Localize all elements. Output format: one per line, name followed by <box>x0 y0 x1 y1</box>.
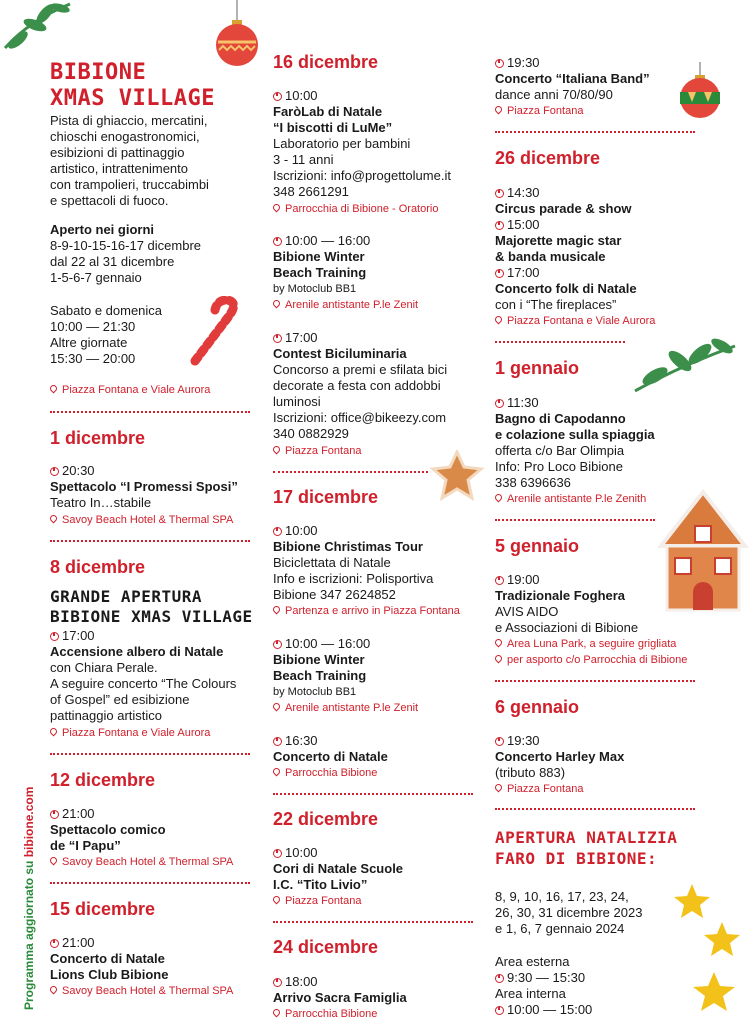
location-pin-text: Parrocchia di Bibione - Oratorio <box>273 202 438 216</box>
update-note-text: Programma aggiornato su <box>22 857 36 1010</box>
date-header-22-dicembre: 22 dicembre <box>273 809 379 829</box>
event-organizer: by Motoclub BB1 <box>273 283 357 295</box>
event-title: Spettacolo comico <box>50 822 166 837</box>
event-line: of Gospel” ed esibizione <box>50 692 190 707</box>
event-title: & banda musicale <box>495 249 606 264</box>
event-time: 10:00 <box>285 523 318 538</box>
divider <box>273 471 428 473</box>
location-pin-text: Piazza Fontana <box>273 894 361 908</box>
faro-ext-time: 9:30 — 15:30 <box>507 970 586 985</box>
faro-dates: 8, 9, 10, 16, 17, 23, 24, <box>495 889 629 904</box>
event-line: Info: Pro Loco Bibione <box>495 459 623 474</box>
date-header-8-dicembre: 8 dicembre <box>50 557 146 577</box>
event-title: Concerto Harley Max <box>495 749 625 764</box>
event-title: Concerto “Italiana Band” <box>495 71 650 86</box>
event-line: offerta c/o Bar Olimpia <box>495 443 625 458</box>
event-title: Cori di Natale Scuole <box>273 861 404 876</box>
location-pin-text: Partenza e arrivo in Piazza Fontana <box>273 604 460 618</box>
event-title: Lions Club Bibione <box>50 967 169 982</box>
clock-icon <box>273 640 282 649</box>
divider <box>495 519 655 521</box>
event-time: 19:00 <box>507 572 540 587</box>
event-title: Bagno di Capodanno <box>495 411 626 426</box>
hours-line: 10:00 — 21:30 <box>50 319 136 334</box>
event-title: Tradizionale Foghera <box>495 588 626 603</box>
holly-leaves-icon-2 <box>630 336 740 396</box>
clock-icon <box>495 59 504 68</box>
hours-line: Altre giornate <box>50 335 128 350</box>
faro-int-time: 10:00 — 15:00 <box>507 1002 593 1017</box>
faro-ext-label: Area esterna <box>495 954 570 969</box>
event-line: Biciclettata di Natale <box>273 555 391 570</box>
event-sub: con i “The fireplaces” <box>495 297 617 312</box>
clock-icon <box>273 849 282 858</box>
location-pin-text: Piazza Fontana e Viale Aurora <box>50 383 210 397</box>
event-sub: (tributo 883) <box>495 765 566 780</box>
intro-desc: esibizioni di pattinaggio <box>50 145 185 160</box>
event-title: Contest Biciluminaria <box>273 346 407 361</box>
date-header-26-dicembre: 26 dicembre <box>495 148 601 168</box>
event-title: Beach Training <box>273 265 367 280</box>
location-pin-text: Piazza Fontana e Viale Aurora <box>495 314 655 328</box>
gingerbread-star-icon <box>428 450 486 502</box>
event-line: 3 - 11 anni <box>273 152 334 167</box>
clock-icon <box>495 974 504 983</box>
candy-cane-icon <box>185 296 250 368</box>
location-pin-text: Arenile antistante P.le Zenit <box>273 701 418 715</box>
event-title: Bibione Winter <box>273 249 365 264</box>
location-pin-text: Parrocchia Bibione <box>273 1007 377 1021</box>
location-pin-text: Savoy Beach Hotel & Thermal SPA <box>50 984 233 998</box>
divider <box>495 680 695 682</box>
clock-icon <box>495 737 504 746</box>
event-time: 15:00 <box>507 217 540 232</box>
divider <box>273 793 473 795</box>
date-header-1-dicembre: 1 dicembre <box>50 428 146 448</box>
faro-int-label: Area interna <box>495 986 566 1001</box>
faro-title-1: APERTURA NATALIZIA <box>495 828 678 847</box>
event-time: 19:30 <box>507 733 540 748</box>
event-sub: Teatro In…stabile <box>50 495 152 510</box>
event-time: 10:00 — 16:00 <box>285 636 371 651</box>
date-header-6-gennaio: 6 gennaio <box>495 697 580 717</box>
event-time: 17:00 <box>507 265 540 280</box>
hours-line: Sabato e domenica <box>50 303 163 318</box>
event-time: 14:30 <box>507 185 540 200</box>
location-pin-text: Parrocchia Bibione <box>273 766 377 780</box>
divider <box>50 882 250 884</box>
event-time: 17:00 <box>62 628 95 643</box>
event-time: 16:30 <box>285 733 318 748</box>
clock-icon <box>495 189 504 198</box>
date-header-5-gennaio: 5 gennaio <box>495 536 580 556</box>
xmas-village-title-2: XMAS VILLAGE <box>50 86 215 111</box>
event-title: Arrivo Sacra Famiglia <box>273 990 407 1005</box>
event-time: 11:30 <box>507 395 539 410</box>
location-pin-text: Area Luna Park, a seguire grigliata <box>495 637 676 651</box>
open-days: dal 22 al 31 dicembre <box>50 254 175 269</box>
divider <box>50 411 250 413</box>
holly-leaves-icon <box>0 0 75 55</box>
intro-desc: chioschi enogastronomici, <box>50 129 200 144</box>
event-title: I.C. “Tito Livio” <box>273 877 368 892</box>
divider <box>50 540 250 542</box>
faro-title-2: FARO DI BIBIONE: <box>495 849 658 868</box>
event-title: Concerto di Natale <box>50 951 165 966</box>
date-header-12-dicembre: 12 dicembre <box>50 770 156 790</box>
divider <box>50 753 250 755</box>
event-line: A seguire concerto “The Colours <box>50 676 237 691</box>
event-line: AVIS AIDO <box>495 604 559 619</box>
date-header-17-dicembre: 17 dicembre <box>273 487 379 507</box>
event-time: 18:00 <box>285 974 318 989</box>
divider <box>495 808 695 810</box>
faro-dates: 26, 30, 31 dicembre 2023 <box>495 905 643 920</box>
event-title: Concerto di Natale <box>273 749 388 764</box>
divider <box>495 341 625 343</box>
clock-icon <box>495 1006 504 1015</box>
date-header-24-dicembre: 24 dicembre <box>273 937 379 957</box>
event-title: Bibione Winter <box>273 652 365 667</box>
open-days: 1-5-6-7 gennaio <box>50 270 142 285</box>
faro-dates: e 1, 6, 7 gennaio 2024 <box>495 921 625 936</box>
event-time: 20:30 <box>62 463 95 478</box>
event-line: e Associazioni di Bibione <box>495 620 639 635</box>
location-pin-text: Piazza Fontana e Viale Aurora <box>50 726 210 740</box>
event-line: Iscrizioni: info@progettolume.it <box>273 168 451 183</box>
open-days: 8-9-10-15-16-17 dicembre <box>50 238 202 253</box>
event-sub: dance anni 70/80/90 <box>495 87 613 102</box>
ornament-ball-icon <box>212 0 262 70</box>
clock-icon <box>273 737 282 746</box>
location-pin-text: Piazza Fontana <box>273 444 361 458</box>
grand-opening-title-2: BIBIONE XMAS VILLAGE <box>50 607 253 626</box>
clock-icon <box>495 399 504 408</box>
event-time: 21:00 <box>62 806 95 821</box>
clock-icon <box>495 576 504 585</box>
location-pin-text: Savoy Beach Hotel & Thermal SPA <box>50 513 233 527</box>
grand-opening-title: GRANDE APERTURA <box>50 587 202 606</box>
event-line: 348 2661291 <box>273 184 349 199</box>
divider <box>273 921 473 923</box>
event-title: FaròLab di Natale <box>273 104 383 119</box>
date-header-1-gennaio: 1 gennaio <box>495 358 580 378</box>
event-line: Iscrizioni: office@bikeezy.com <box>273 410 447 425</box>
location-pin-text: Savoy Beach Hotel & Thermal SPA <box>50 855 233 869</box>
location-pin-text: Piazza Fontana <box>495 782 583 796</box>
xmas-village-title-1: BIBIONE <box>50 60 147 85</box>
location-text-cont: per asporto c/o Parrocchia di Bibione <box>495 653 687 667</box>
event-title: Spettacolo “I Promessi Sposi” <box>50 479 238 494</box>
divider <box>495 131 695 133</box>
clock-icon <box>50 632 59 641</box>
event-title: Concerto folk di Natale <box>495 281 637 296</box>
event-time: 10:00 <box>285 845 318 860</box>
event-organizer: by Motoclub BB1 <box>273 686 357 698</box>
ornament-ball-icon-2 <box>676 62 724 122</box>
clock-icon <box>50 467 59 476</box>
intro-desc: Pista di ghiaccio, mercatini, <box>50 113 208 128</box>
clock-icon <box>50 810 59 819</box>
event-line: Concorso a premi e sfilata bici <box>273 362 448 377</box>
intro-desc: e spettacoli di fuoco. <box>50 193 169 208</box>
intro-desc: con trampolieri, truccabimbi <box>50 177 209 192</box>
gold-stars-icon <box>672 882 751 1024</box>
open-days-label: Aperto nei giorni <box>50 222 154 237</box>
date-header-15-dicembre: 15 dicembre <box>50 899 156 919</box>
event-line: pattinaggio artistico <box>50 708 163 723</box>
date-header-16-dicembre: 16 dicembre <box>273 52 379 72</box>
clock-icon <box>273 92 282 101</box>
location-pin-text: Arenile antistante P.le Zenith <box>495 492 646 506</box>
event-title: Majorette magic star <box>495 233 622 248</box>
event-line: 338 6396636 <box>495 475 571 490</box>
clock-icon <box>273 237 282 246</box>
event-line: Laboratorio per bambini <box>273 136 411 151</box>
clock-icon <box>50 939 59 948</box>
intro-desc: artistico, intrattenimento <box>50 161 189 176</box>
location-pin-text: Arenile antistante P.le Zenit <box>273 298 418 312</box>
event-line: luminosi <box>273 394 321 409</box>
vertical-update-note <box>22 787 36 1010</box>
clock-icon <box>273 978 282 987</box>
event-title: Beach Training <box>273 668 367 683</box>
event-time: 21:00 <box>62 935 95 950</box>
event-title: Circus parade & show <box>495 201 632 216</box>
event-time: 10:00 <box>285 88 318 103</box>
site-link[interactable]: bibione.com <box>22 786 36 858</box>
event-title: Accensione albero di Natale <box>50 644 224 659</box>
event-title: “I biscotti di LuMe” <box>273 120 393 135</box>
event-title: e colazione sulla spiaggia <box>495 427 655 442</box>
clock-icon <box>273 334 282 343</box>
gingerbread-house-icon <box>655 488 751 614</box>
event-line: con Chiara Perale. <box>50 660 158 675</box>
event-line: Bibione 347 2624852 <box>273 587 396 602</box>
event-title: de “I Papu” <box>50 838 121 853</box>
event-time: 17:00 <box>285 330 318 345</box>
clock-icon <box>495 221 504 230</box>
event-line: Info e iscrizioni: Polisportiva <box>273 571 434 586</box>
hours-line: 15:30 — 20:00 <box>50 351 136 366</box>
event-line: decorate a festa con addobbi <box>273 378 441 393</box>
event-line: 340 0882929 <box>273 426 349 441</box>
event-time: 19:30 <box>507 55 540 70</box>
clock-icon <box>495 269 504 278</box>
location-pin-text: Piazza Fontana <box>495 104 583 118</box>
event-time: 10:00 — 16:00 <box>285 233 371 248</box>
event-title: Bibione Christimas Tour <box>273 539 423 554</box>
clock-icon <box>273 527 282 536</box>
